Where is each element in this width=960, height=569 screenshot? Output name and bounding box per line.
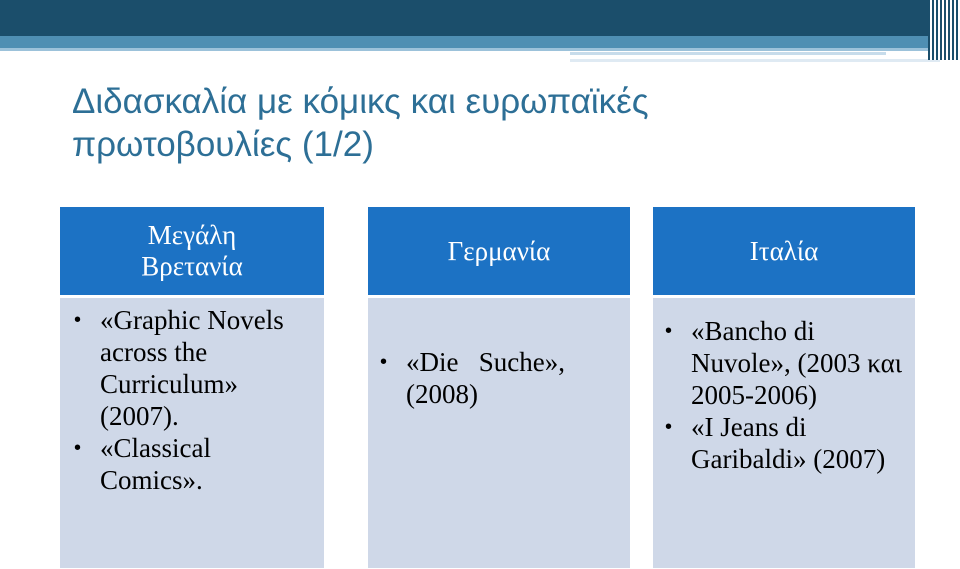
bullet-list	[100, 304, 305, 496]
list-item: • «I Jeans di Garibaldi» (2007)	[691, 411, 906, 475]
column-header-line-2: Βρετανία	[141, 251, 243, 281]
column-great-britain	[60, 207, 324, 568]
corner-stripes	[928, 0, 960, 60]
column-germany	[368, 207, 630, 568]
column-header	[368, 207, 630, 295]
column-body	[653, 295, 915, 568]
column-italy	[653, 207, 915, 568]
list-item: • «Bancho di Nuvole», (2003 και 2005-2006)	[691, 315, 906, 411]
top-banner-accent	[0, 36, 930, 48]
top-banner-step	[570, 52, 886, 55]
list-item: • «Classical Comics».	[100, 432, 305, 496]
list-item: • «Graphic Novels across the Curriculum» (2007).	[100, 304, 305, 432]
column-header	[653, 207, 915, 295]
column-header-line-1: Γερμανία	[447, 235, 551, 266]
slide-title	[72, 80, 892, 166]
column-header-line-1: Μεγάλη	[147, 220, 237, 250]
slide-title-line-2: πρωτοβουλίες (1/2)	[72, 125, 374, 164]
slide-title-line-1: Διδασκαλία με κόμικς και ευρωπαϊκές	[72, 82, 649, 121]
column-header	[60, 207, 324, 295]
bullet-list	[406, 346, 621, 410]
top-banner-step-2	[570, 59, 940, 62]
top-banner-line	[0, 48, 940, 51]
column-header-line-1: Ιταλία	[749, 235, 819, 266]
column-body	[368, 295, 630, 568]
list-item: • «Die Suche», (2008)	[406, 346, 621, 410]
bullet-list	[691, 315, 906, 475]
column-body	[60, 295, 324, 568]
